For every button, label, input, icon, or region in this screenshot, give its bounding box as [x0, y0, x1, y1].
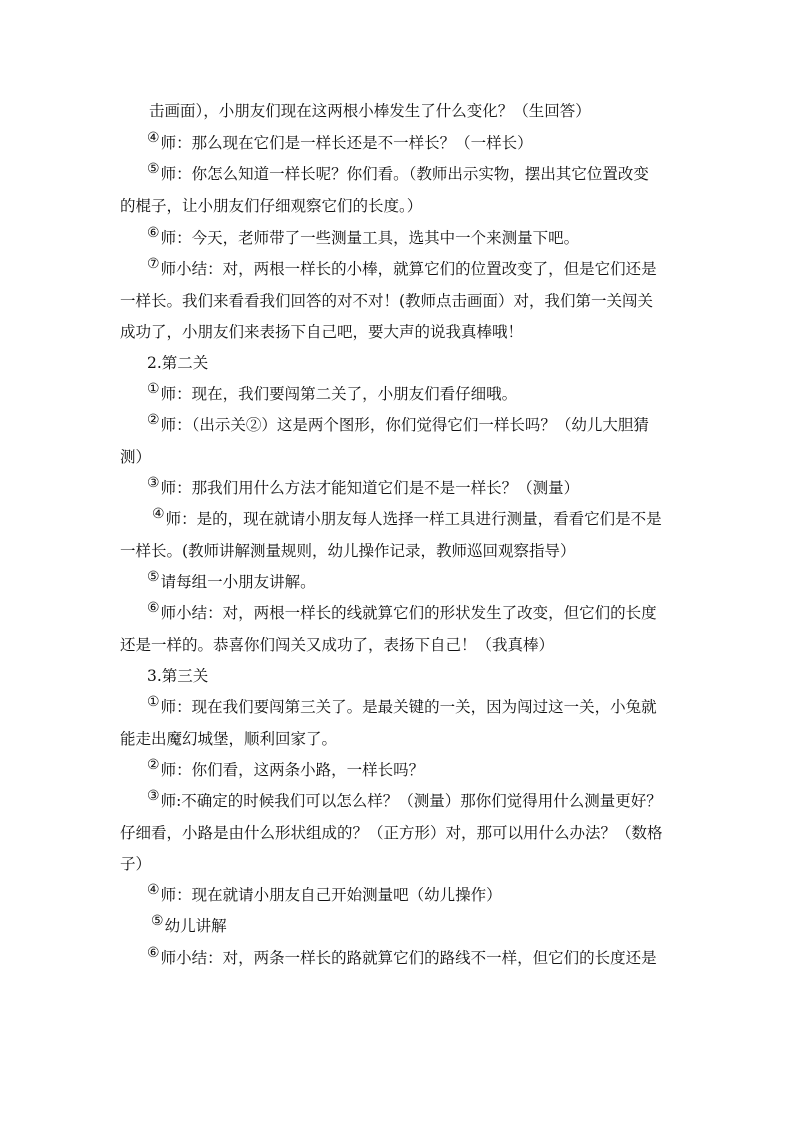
text-line: 子） — [120, 855, 152, 873]
text-line: 成功了，小朋友们来表扬下自己吧，要大声的说我真棒哦！ — [120, 323, 524, 341]
step-marker: ④ — [147, 130, 160, 146]
text-line: ⑤幼儿讲解 — [151, 913, 227, 935]
step-marker: ① — [147, 694, 160, 710]
text-line: 击画面），小朋友们现在这两根小棒发生了什么变化？（生回答） — [149, 102, 591, 120]
text-line: ②师：你们看，这两条小路，一样长吗？ — [147, 757, 425, 779]
step-marker: ③ — [147, 475, 160, 491]
text-line: 的棍子，让小朋友们仔细观察它们的长度。） — [120, 197, 423, 215]
text-line: 一样长。我们来看看我们回答的对不对！(教师点击画面）对，我们第一关闯关 — [120, 292, 654, 310]
text-line: ③师:不确定的时候我们可以怎么样？（测量）那你们觉得用什么测量更好？ — [147, 788, 662, 810]
text-line: ①师：现在我们要闯第三关了。是最关键的一关，因为闯过这一关，小兔就 — [147, 694, 657, 716]
step-marker: ⑤ — [151, 913, 164, 929]
step-marker: ⑤ — [147, 569, 160, 585]
text-line: 还是一样的。恭喜你们闯关又成功了，表扬下自己！（我真棒） — [120, 636, 555, 654]
text-line: 仔细看，小路是由什么形状组成的？（正方形）对，那可以用什么办法？（数格 — [120, 824, 663, 842]
step-marker: ② — [147, 757, 160, 773]
text-line: 测） — [120, 448, 152, 466]
text-line: 一样长。(教师讲解测量规则，幼儿操作记录，教师巡回观察指导） — [120, 542, 576, 560]
text-line: ④师：现在就请小朋友自己开始测量吧（幼儿操作） — [147, 882, 502, 904]
step-marker: ④ — [147, 882, 160, 898]
text-line: ⑦师小结：对，两根一样长的小棒，就算它们的位置改变了，但是它们还是 — [147, 256, 657, 278]
step-marker: ① — [147, 381, 160, 397]
step-marker: ③ — [147, 788, 160, 804]
text-line: ⑥师小结：对，两条一样长的路就算它们的路线不一样，但它们的长度还是 — [147, 945, 657, 967]
step-marker: ⑥ — [147, 225, 160, 241]
step-marker: ⑥ — [147, 945, 160, 961]
section-heading: 3.第三关 — [147, 667, 209, 685]
text-line: ①师：现在，我们要闯第二关了，小朋友们看仔细哦。 — [147, 381, 518, 403]
step-marker: ⑦ — [147, 256, 160, 272]
step-marker: ④ — [152, 506, 165, 522]
text-line: 能走出魔幻城堡，顺利回家了。 — [120, 730, 338, 748]
step-marker: ⑥ — [147, 600, 160, 616]
text-line: ③师：那我们用什么方法才能知道它们是不是一样长？（测量） — [147, 475, 580, 497]
text-line: ④师：是的，现在就请小朋友每人选择一样工具进行测量，看看它们是不是 — [152, 506, 662, 528]
text-line: ⑤师：你怎么知道一样长呢？你们看。（教师出示实物，摆出其它位置改变 — [147, 161, 649, 183]
text-line: ④师：那么现在它们是一样长还是不一样长？（一样长） — [147, 130, 533, 152]
section-heading: 2.第二关 — [147, 354, 209, 372]
text-line: ⑥师小结：对，两根一样长的线就算它们的形状发生了改变，但它们的长度 — [147, 600, 657, 622]
step-marker: ⑤ — [147, 161, 160, 177]
text-line: ⑤请每组一小朋友讲解。 — [147, 569, 316, 591]
text-line: ⑥师：今天，老师带了一些测量工具，选其中一个来测量下吧。 — [147, 225, 580, 247]
step-marker: ② — [147, 412, 160, 428]
text-line: ②师：（出示关②）这是两个图形，你们觉得它们一样长吗？（幼儿大胆猜 — [147, 412, 649, 434]
